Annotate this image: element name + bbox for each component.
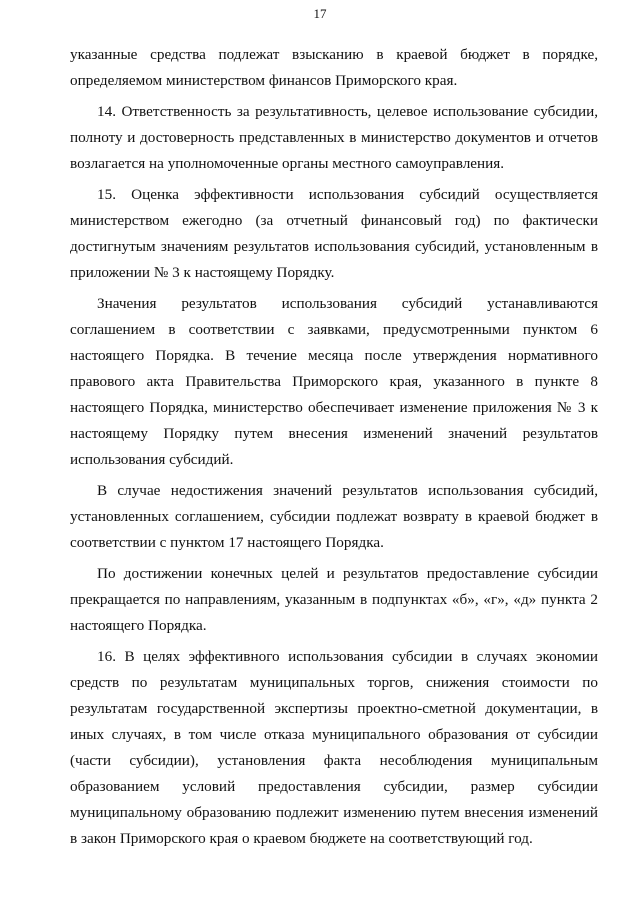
paragraph-result-values: Значения результатов использования субсидий устанавливаются соглашением в соответствии с заявками, предусмотренными пунктом 6 настоящего Порядка. В течение месяца после утверждения нормативного правового акта Правительства Приморского края, указанного в пункте 8 настоящего Порядка, министерство обеспечивает изменение приложения № 3 к настоящему Порядку путем внесения изменений значений результатов использования субсидий. — [70, 295, 598, 468]
paragraph-non-achievement: В случае недостижения значений результатов использования субсидий, установленных соглашением, субсидии подлежат возврату в краевой бюджет в соответствии с пунктом 17 настоящего Порядка. — [70, 482, 598, 551]
paragraph-item-15: 15. Оценка эффективности использования субсидий осуществляется министерством ежегодно (за отчетный финансовый год) по фактически достигнутым значениям результатов использования субсидий, установленным в приложении № 3 к настоящему Порядку. — [70, 186, 598, 281]
paragraph-item-14: 14. Ответственность за результативность, целевое использование субсидии, полноту и достоверность представленных в министерство документов и отчетов возлагается на уполномоченные органы местного самоуправления. — [70, 103, 598, 172]
document-body — [70, 42, 598, 857]
paragraph-continuation: указанные средства подлежат взысканию в краевой бюджет в порядке, определяемом министерством финансов Приморского края. — [70, 46, 598, 89]
page-number: 17 — [313, 6, 327, 21]
paragraph-item-16: 16. В целях эффективного использования субсидии в случаях экономии средств по результатам муниципальных торгов, снижения стоимости по результатам государственной экспертизы проектно-сметной документации, в иных случаях, в том числе отказа муниципального образования от субсидии (части субсидии), установления факта несоблюдения муниципальным образованием условий предоставления субсидии, размер субсидии муниципальному образованию подлежит изменению путем внесения изменений в закон Приморского края о краевом бюджете на соответствующий год. — [70, 648, 598, 847]
paragraph-termination: По достижении конечных целей и результатов предоставление субсидии прекращается по направлениям, указанным в подпунктах «б», «г», «д» пункта 2 настоящего Порядка. — [70, 565, 598, 634]
